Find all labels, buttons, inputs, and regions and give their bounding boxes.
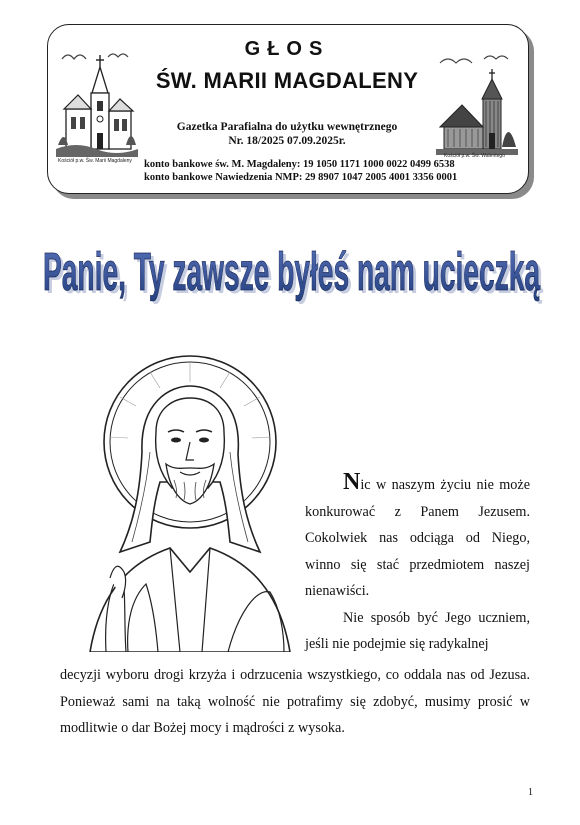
article-paragraph-1 (305, 469, 530, 605)
wooden-church-icon (436, 47, 518, 167)
issue-number-date: Nr. 18/2025 07.09.2025r. (228, 135, 346, 147)
article-paragraph-1-text: ic w naszym życiu nie może konkurować z Panem Jezusem. Cokolwiek nas odciąga od Niego, winno się stać przedmiotem naszej nienawiści. (305, 477, 530, 599)
article-paragraph-2-start: Nie sposób być Jego uczniem, jeśli nie podejmie się radykalnej (305, 609, 530, 652)
page-number: 1 (528, 787, 533, 798)
headline-shadow: Panie, Ty zawsze byłeś nam ucieczką (46, 245, 544, 305)
masthead-subtitle: Gazetka Parafialna do użytku wewnętrznego (176, 121, 398, 133)
masthead-title-main: ŚW. MARII MAGDALENY (155, 68, 419, 93)
church-caption-left: Kościół p.w. Św. Marii Magdaleny (58, 158, 132, 164)
drop-cap: N (343, 469, 361, 495)
jesus-portrait-illustration (70, 352, 302, 652)
church-caption-right: Kościół p.w. Św. Walentego (444, 153, 505, 159)
masthead (47, 24, 529, 194)
headline (40, 232, 545, 312)
headline-text: Panie, Ty zawsze byłeś nam ucieczką (43, 242, 541, 302)
bank-account-1: konto bankowe św. M. Magdaleny: 19 1050 1171 1000 0022 0499 6538 (144, 159, 455, 170)
article-full-width (60, 662, 530, 742)
bank-account-2: konto bankowe Nawiedzenia NMP: 29 8907 1047 2005 4001 3356 0001 (144, 172, 458, 183)
masthead-title-top: GŁOS (244, 38, 330, 60)
article-column-right (305, 469, 530, 658)
church-with-tower-icon (56, 45, 138, 165)
article-paragraph-2-rest: decyzji wyboru drogi krzyża i odrzucenia wszystkiego, co oddala nas od Jezusa. Ponieważ sami na taką wolność nie potrafimy się zdobyć, musimy prosić w modlitwie o dar Bożej mocy i mądrości z wysoka. (60, 667, 530, 736)
